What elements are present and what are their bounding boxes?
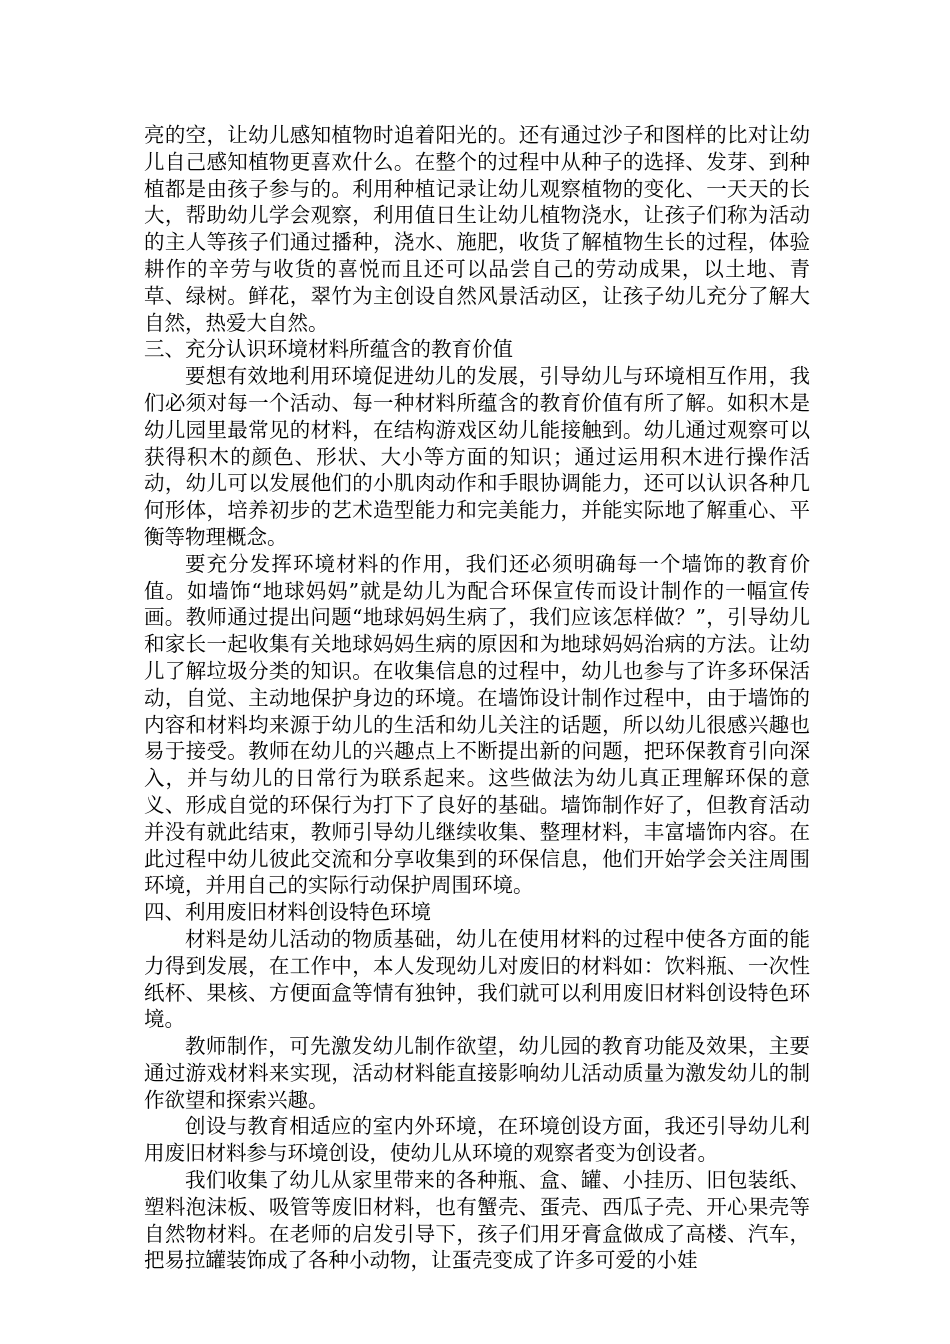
paragraph-continuation: 亮的空，让幼儿感知植物时追着阳光的。还有通过沙子和图样的比对让幼儿自己感知植物更喜欢什么。在整个的过程中从种子的选择、发芽、到种植都是由孩子参与的。利用种植记录让幼儿观察植物的变化、一天天的长大，帮助幼儿学会观察，利用值日生让幼儿植物浇水，让孩子们称为活动的主人等孩子们通过播种，浇水、施肥，收货了解植物生长的过程，体验耕作的辛劳与收货的喜悦而且还可以品尝自己的劳动成果，以土地、青草、绿树。鲜花，翠竹为主创设自然风景活动区，让孩子幼儿充分了解大自然，热爱大自然。	[144, 123, 810, 335]
paragraph-material-value: 要想有效地利用环境促进幼儿的发展，引导幼儿与环境相互作用，我们必须对每一个活动、每一种材料所蕴含的教育价值有所了解。如积木是幼儿园里最常见的材料，在结构游戏区幼儿能接触到。幼儿通过观察可以获得积木的颜色、形状、大小等方面的知识；通过运用积木进行操作活动，幼儿可以发展他们的小肌肉动作和手眼协调能力，还可以认识各种几何形体，培养初步的艺术造型能力和完美能力，并能实际地了解重心、平衡等物理概念。	[144, 364, 810, 549]
document-page	[144, 122, 810, 1274]
paragraph-collected-materials: 我们收集了幼儿从家里带来的各种瓶、盒、罐、小挂历、旧包装纸、塑料泡沫板、吸管等废旧材料，也有蟹壳、蛋壳、西瓜子壳、开心果壳等自然物材料。在老师的启发引导下，孩子们用牙膏盒做成了高楼、汽车，把易拉罐装饰成了各种小动物，让蛋壳变成了许多可爱的小娃	[144, 1168, 810, 1273]
section-heading-3: 三、充分认识环境材料所蕴含的教育价值	[144, 337, 513, 362]
paragraph-teacher-making: 教师制作，可先激发幼儿制作欲望，幼儿园的教育功能及效果，主要通过游戏材料来实现，活动材料能直接影响幼儿活动质量为激发幼儿的制作欲望和探索兴趣。	[144, 1034, 810, 1112]
paragraph-waste-materials: 材料是幼儿活动的物质基础，幼儿在使用材料的过程中使各方面的能力得到发展，在工作中，本人发现幼儿对废旧的材料如：饮料瓶、一次性纸杯、果核、方便面盒等情有独钟，我们就可以利用废旧材料创设特色环境。	[144, 926, 810, 1032]
paragraph-wall-decoration: 要充分发挥环境材料的作用，我们还必须明确每一个墙饰的教育价值。如墙饰“地球妈妈”就是幼儿为配合环保宣传而设计制作的一幅宣传画。教师通过提出问题“地球妈妈生病了，我们应该怎样做？”，引导幼儿和家长一起收集有关地球妈妈生病的原因和为地球妈妈治病的方法。让幼儿了解垃圾分类的知识。在收集信息的过程中，幼儿也参与了许多环保活动，自觉、主动地保护身边的环境。在墙饰设计制作过程中，由于墙饰的内容和材料均来源于幼儿的生活和幼儿关注的话题，所以幼儿很感兴趣也易于接受。教师在幼儿的兴趣点上不断提出新的问题，把环保教育引向深入，并与幼儿的日常行为联系起来。这些做法为幼儿真正理解环保的意义、形成自觉的环保行为打下了良好的基础。墙饰制作好了，但教育活动并没有就此结束，教师引导幼儿继续收集、整理材料，丰富墙饰内容。在此过程中幼儿彼此交流和分享收集到的环保信息，他们开始学会关注周围环境，并用自己的实际行动保护周围环境。	[144, 551, 810, 898]
section-heading-4: 四、利用废旧材料创设特色环境	[144, 900, 431, 925]
paragraph-environment-creation: 创设与教育相适应的室内外环境，在环境创设方面，我还引导幼儿利用废旧材料参与环境创设，使幼儿从环境的观察者变为创设者。	[144, 1114, 810, 1166]
